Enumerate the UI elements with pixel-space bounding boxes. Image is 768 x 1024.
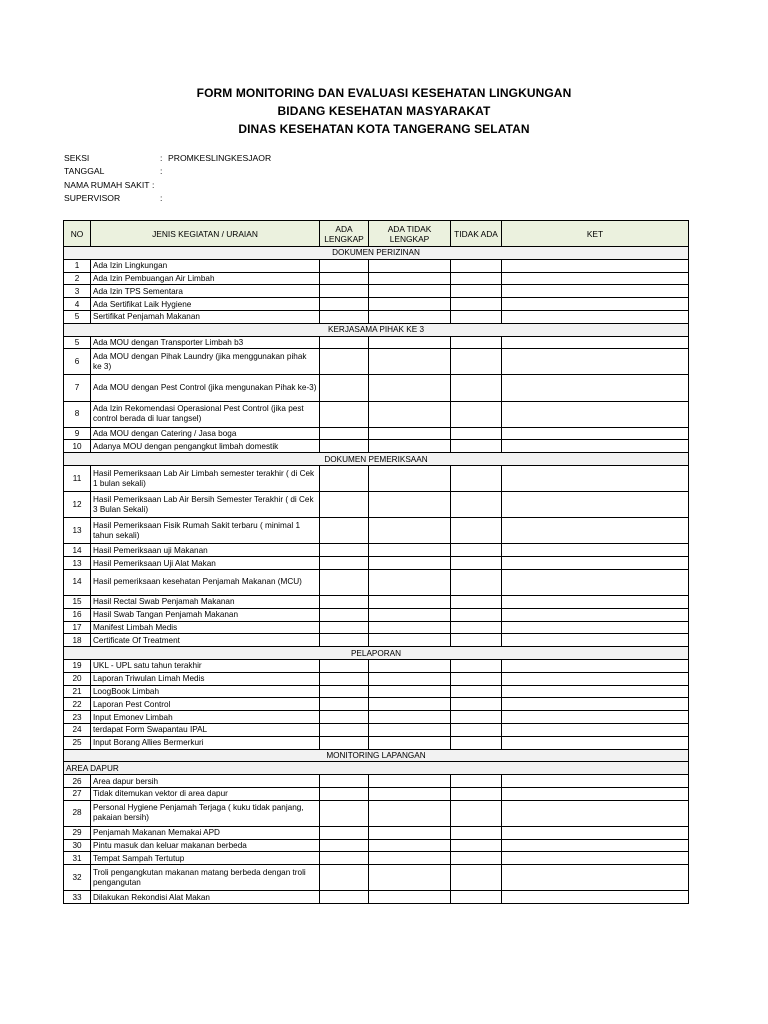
meta-row-tanggal <box>64 165 464 178</box>
row-number: 28 <box>64 800 91 826</box>
cell-ada-tidak-lengkap[interactable] <box>369 349 451 375</box>
section-title: PELAPORAN <box>64 647 689 660</box>
meta-label: SEKSI <box>64 153 90 163</box>
section-header-row <box>64 247 689 260</box>
cell-tidak-ada[interactable] <box>451 672 502 685</box>
cell-ada-lengkap[interactable] <box>320 310 369 323</box>
cell-tidak-ada[interactable] <box>451 736 502 749</box>
cell-ada-lengkap[interactable] <box>320 621 369 634</box>
table-row <box>64 427 689 440</box>
cell-ada-lengkap[interactable] <box>320 852 369 865</box>
row-number: 16 <box>64 608 91 621</box>
row-description: Tidak ditemukan vektor di area dapur <box>91 787 320 800</box>
cell-ada-lengkap[interactable] <box>320 608 369 621</box>
section-title: KERJASAMA PIHAK KE 3 <box>64 323 689 336</box>
cell-ada-tidak-lengkap[interactable] <box>369 518 451 544</box>
cell-ada-lengkap[interactable] <box>320 518 369 544</box>
row-number: 10 <box>64 440 91 453</box>
row-number: 4 <box>64 298 91 311</box>
cell-ada-lengkap[interactable] <box>320 492 369 518</box>
meta-row-supervisor <box>64 192 464 205</box>
cell-tidak-ada[interactable] <box>451 375 502 401</box>
row-description: Hasil Pemeriksaan uji Makanan <box>91 544 320 557</box>
cell-tidak-ada[interactable] <box>451 800 502 826</box>
cell-ada-tidak-lengkap[interactable] <box>369 787 451 800</box>
row-number: 11 <box>64 466 91 492</box>
meta-label: NAMA RUMAH SAKIT <box>64 179 150 190</box>
cell-tidak-ada[interactable] <box>451 427 502 440</box>
row-description: Dilakukan Rekondisi Alat Makan <box>91 891 320 904</box>
row-number: 19 <box>64 660 91 673</box>
cell-tidak-ada[interactable] <box>451 569 502 595</box>
cell-ket[interactable] <box>502 698 689 711</box>
row-number: 33 <box>64 891 91 904</box>
cell-ket[interactable] <box>502 492 689 518</box>
row-description: Laporan Pest Control <box>91 698 320 711</box>
section-subheader-row <box>64 762 689 775</box>
table-row <box>64 596 689 609</box>
row-description: Pintu masuk dan keluar makanan berbeda <box>91 839 320 852</box>
section-title: DOKUMEN PEMERIKSAAN <box>64 453 689 466</box>
table-row <box>64 698 689 711</box>
row-description: Ada MOU dengan Pihak Laundry (jika menggunakan pihak ke 3) <box>91 349 320 375</box>
cell-tidak-ada[interactable] <box>451 660 502 673</box>
meta-colon: : <box>160 153 163 163</box>
row-description: Input Emonev Limbah <box>91 711 320 724</box>
row-description: UKL - UPL satu tahun terakhir <box>91 660 320 673</box>
cell-ket[interactable] <box>502 634 689 647</box>
row-description: terdapat Form Swapantau IPAL <box>91 723 320 736</box>
cell-ada-tidak-lengkap[interactable] <box>369 865 451 891</box>
table-row <box>64 839 689 852</box>
cell-tidak-ada[interactable] <box>451 557 502 570</box>
cell-ket[interactable] <box>502 736 689 749</box>
cell-ada-lengkap[interactable] <box>320 800 369 826</box>
cell-ada-lengkap[interactable] <box>320 596 369 609</box>
cell-ket[interactable] <box>502 336 689 349</box>
cell-ket[interactable] <box>502 660 689 673</box>
cell-ket[interactable] <box>502 865 689 891</box>
cell-ada-tidak-lengkap[interactable] <box>369 775 451 788</box>
checklist-table <box>63 220 689 904</box>
row-description: Hasil Pemeriksaan Fisik Rumah Sakit terbaru ( minimal 1 tahun sekali) <box>91 518 320 544</box>
cell-tidak-ada[interactable] <box>451 723 502 736</box>
row-description: Hasil Pemeriksaan Lab Air Bersih Semester Terakhir ( di Cek 3 Bulan Sekali) <box>91 492 320 518</box>
cell-ada-lengkap[interactable] <box>320 736 369 749</box>
cell-ada-lengkap[interactable] <box>320 775 369 788</box>
row-number: 30 <box>64 839 91 852</box>
row-number: 6 <box>64 349 91 375</box>
cell-ada-tidak-lengkap[interactable] <box>369 800 451 826</box>
cell-tidak-ada[interactable] <box>451 440 502 453</box>
cell-ada-lengkap[interactable] <box>320 685 369 698</box>
row-description: Laporan Triwulan Limah Medis <box>91 672 320 685</box>
row-number: 25 <box>64 736 91 749</box>
cell-ada-tidak-lengkap[interactable] <box>369 608 451 621</box>
cell-tidak-ada[interactable] <box>451 298 502 311</box>
cell-ket[interactable] <box>502 711 689 724</box>
cell-ada-tidak-lengkap[interactable] <box>369 891 451 904</box>
cell-ada-lengkap[interactable] <box>320 634 369 647</box>
cell-ket[interactable] <box>502 375 689 401</box>
cell-ada-lengkap[interactable] <box>320 272 369 285</box>
row-number: 3 <box>64 285 91 298</box>
cell-ada-lengkap[interactable] <box>320 285 369 298</box>
row-description: Ada Izin Pembuangan Air Limbah <box>91 272 320 285</box>
table-row <box>64 375 689 401</box>
cell-ada-lengkap[interactable] <box>320 259 369 272</box>
cell-ket[interactable] <box>502 349 689 375</box>
cell-ada-lengkap[interactable] <box>320 375 369 401</box>
table-row <box>64 557 689 570</box>
table-row <box>64 634 689 647</box>
row-number: 14 <box>64 569 91 595</box>
section-header-row <box>64 647 689 660</box>
row-description: Hasil Pemeriksaan Uji Alat Makan <box>91 557 320 570</box>
table-row <box>64 544 689 557</box>
table-row <box>64 711 689 724</box>
cell-ada-tidak-lengkap[interactable] <box>369 336 451 349</box>
cell-ada-lengkap[interactable] <box>320 711 369 724</box>
row-number: 2 <box>64 272 91 285</box>
cell-ada-tidak-lengkap[interactable] <box>369 852 451 865</box>
table-row <box>64 569 689 595</box>
row-number: 13 <box>64 557 91 570</box>
table-row <box>64 518 689 544</box>
table-row <box>64 865 689 891</box>
cell-ket[interactable] <box>502 401 689 427</box>
row-description: Ada Izin Rekomendasi Operasional Pest Control (jika pest control berada di luar tangsel) <box>91 401 320 427</box>
cell-tidak-ada[interactable] <box>451 634 502 647</box>
table-row <box>64 685 689 698</box>
cell-ket[interactable] <box>502 852 689 865</box>
row-description: Ada MOU dengan Catering / Jasa boga <box>91 427 320 440</box>
cell-ada-tidak-lengkap[interactable] <box>369 736 451 749</box>
cell-ada-lengkap[interactable] <box>320 723 369 736</box>
cell-ada-lengkap[interactable] <box>320 466 369 492</box>
cell-ada-lengkap[interactable] <box>320 865 369 891</box>
meta-row-rumah-sakit <box>64 179 464 192</box>
cell-ada-tidak-lengkap[interactable] <box>369 711 451 724</box>
table-row <box>64 272 689 285</box>
cell-ada-tidak-lengkap[interactable] <box>369 427 451 440</box>
cell-ket[interactable] <box>502 466 689 492</box>
section-subtitle: AREA DAPUR <box>64 762 689 775</box>
cell-ada-tidak-lengkap[interactable] <box>369 569 451 595</box>
table-row <box>64 608 689 621</box>
meta-row-seksi <box>64 152 464 165</box>
cell-tidak-ada[interactable] <box>451 544 502 557</box>
title-line-1: FORM MONITORING DAN EVALUASI KESEHATAN LINGKUNGAN <box>196 86 572 100</box>
row-description: Hasil Swab Tangan Penjamah Makanan <box>91 608 320 621</box>
table-row <box>64 787 689 800</box>
cell-ada-lengkap[interactable] <box>320 336 369 349</box>
cell-ada-tidak-lengkap[interactable] <box>369 298 451 311</box>
row-number: 24 <box>64 723 91 736</box>
cell-ket[interactable] <box>502 891 689 904</box>
cell-ket[interactable] <box>502 440 689 453</box>
cell-ada-lengkap[interactable] <box>320 440 369 453</box>
cell-ket[interactable] <box>502 427 689 440</box>
cell-ket[interactable] <box>502 800 689 826</box>
title-line-3: DINAS KESEHATAN KOTA TANGERANG SELATAN <box>238 122 530 136</box>
row-number: 5 <box>64 336 91 349</box>
row-number: 31 <box>64 852 91 865</box>
cell-ada-tidak-lengkap[interactable] <box>369 672 451 685</box>
cell-ket[interactable] <box>502 608 689 621</box>
cell-ada-tidak-lengkap[interactable] <box>369 839 451 852</box>
table-row <box>64 736 689 749</box>
table-row <box>64 621 689 634</box>
table-row <box>64 310 689 323</box>
cell-ada-lengkap[interactable] <box>320 660 369 673</box>
cell-ket[interactable] <box>502 310 689 323</box>
cell-tidak-ada[interactable] <box>451 685 502 698</box>
cell-ket[interactable] <box>502 298 689 311</box>
section-header-row <box>64 453 689 466</box>
table-row <box>64 852 689 865</box>
row-number: 5 <box>64 310 91 323</box>
table-row <box>64 826 689 839</box>
row-number: 17 <box>64 621 91 634</box>
meta-value: PROMKESLINGKESJAOR <box>168 153 272 163</box>
section-header-row <box>64 749 689 762</box>
cell-ada-lengkap[interactable] <box>320 787 369 800</box>
cell-tidak-ada[interactable] <box>451 698 502 711</box>
cell-ada-tidak-lengkap[interactable] <box>369 272 451 285</box>
cell-ada-tidak-lengkap[interactable] <box>369 375 451 401</box>
row-number: 13 <box>64 518 91 544</box>
cell-ada-tidak-lengkap[interactable] <box>369 596 451 609</box>
table-row <box>64 660 689 673</box>
row-description: Penjamah Makanan Memakai APD <box>91 826 320 839</box>
cell-ket[interactable] <box>502 259 689 272</box>
cell-ada-lengkap[interactable] <box>320 557 369 570</box>
cell-ada-lengkap[interactable] <box>320 569 369 595</box>
row-number: 20 <box>64 672 91 685</box>
row-description: Tempat Sampah Tertutup <box>91 852 320 865</box>
row-description: Ada Izin Lingkungan <box>91 259 320 272</box>
row-number: 23 <box>64 711 91 724</box>
row-number: 14 <box>64 544 91 557</box>
cell-tidak-ada[interactable] <box>451 466 502 492</box>
row-number: 29 <box>64 826 91 839</box>
cell-tidak-ada[interactable] <box>451 711 502 724</box>
cell-ada-lengkap[interactable] <box>320 698 369 711</box>
row-description: Troli pengangkutan makanan matang berbeda dengan troli pengangutan <box>91 865 320 891</box>
cell-tidak-ada[interactable] <box>451 596 502 609</box>
meta-label: SUPERVISOR <box>64 193 121 204</box>
cell-ada-tidak-lengkap[interactable] <box>369 401 451 427</box>
cell-ada-tidak-lengkap[interactable] <box>369 557 451 570</box>
table-row <box>64 800 689 826</box>
cell-tidak-ada[interactable] <box>451 349 502 375</box>
cell-ada-lengkap[interactable] <box>320 349 369 375</box>
cell-ket[interactable] <box>502 723 689 736</box>
row-description: Ada Izin TPS Sementara <box>91 285 320 298</box>
cell-tidak-ada[interactable] <box>451 621 502 634</box>
cell-ada-tidak-lengkap[interactable] <box>369 285 451 298</box>
cell-tidak-ada[interactable] <box>451 891 502 904</box>
table-row <box>64 285 689 298</box>
table-row <box>64 492 689 518</box>
cell-tidak-ada[interactable] <box>451 787 502 800</box>
row-number: 8 <box>64 401 91 427</box>
table-row <box>64 336 689 349</box>
cell-ket[interactable] <box>502 839 689 852</box>
cell-ada-tidak-lengkap[interactable] <box>369 723 451 736</box>
cell-ket[interactable] <box>502 285 689 298</box>
cell-ada-tidak-lengkap[interactable] <box>369 259 451 272</box>
cell-tidak-ada[interactable] <box>451 310 502 323</box>
row-description: Sertifikat Penjamah Makanan <box>91 310 320 323</box>
row-number: 26 <box>64 775 91 788</box>
cell-tidak-ada[interactable] <box>451 775 502 788</box>
row-description: Manifest Limbah Medis <box>91 621 320 634</box>
section-title: DOKUMEN PERIZINAN <box>64 247 689 260</box>
meta-colon: : <box>160 166 163 177</box>
cell-ket[interactable] <box>502 544 689 557</box>
cell-tidak-ada[interactable] <box>451 272 502 285</box>
cell-tidak-ada[interactable] <box>451 518 502 544</box>
cell-tidak-ada[interactable] <box>451 839 502 852</box>
table-row <box>64 349 689 375</box>
table-row <box>64 401 689 427</box>
cell-ada-tidak-lengkap[interactable] <box>369 634 451 647</box>
cell-ket[interactable] <box>502 596 689 609</box>
row-description: Hasil Rectal Swab Penjamah Makanan <box>91 596 320 609</box>
cell-ada-tidak-lengkap[interactable] <box>369 544 451 557</box>
table-body <box>64 247 689 904</box>
cell-ada-lengkap[interactable] <box>320 427 369 440</box>
header-ada-tidak-lengkap: ADA TIDAK LENGKAP <box>369 221 451 247</box>
row-description: Input Borang Allies Bermerkuri <box>91 736 320 749</box>
table-row <box>64 891 689 904</box>
row-description: Ada Sertifikat Laik Hygiene <box>91 298 320 311</box>
row-number: 9 <box>64 427 91 440</box>
row-description: Hasil pemeriksaan kesehatan Penjamah Makanan (MCU) <box>91 569 320 595</box>
cell-tidak-ada[interactable] <box>451 336 502 349</box>
row-number: 22 <box>64 698 91 711</box>
row-description: Area dapur bersih <box>91 775 320 788</box>
cell-ket[interactable] <box>502 518 689 544</box>
cell-ada-lengkap[interactable] <box>320 544 369 557</box>
cell-tidak-ada[interactable] <box>451 852 502 865</box>
header-ket: KET <box>502 221 689 247</box>
row-number: 7 <box>64 375 91 401</box>
row-number: 18 <box>64 634 91 647</box>
cell-ada-lengkap[interactable] <box>320 891 369 904</box>
cell-ada-tidak-lengkap[interactable] <box>369 466 451 492</box>
cell-tidak-ada[interactable] <box>451 608 502 621</box>
cell-ada-tidak-lengkap[interactable] <box>369 660 451 673</box>
cell-ada-lengkap[interactable] <box>320 672 369 685</box>
cell-ada-tidak-lengkap[interactable] <box>369 698 451 711</box>
row-description: Adanya MOU dengan pengangkut limbah domestik <box>91 440 320 453</box>
table-row <box>64 723 689 736</box>
table-row <box>64 440 689 453</box>
row-number: 32 <box>64 865 91 891</box>
row-number: 12 <box>64 492 91 518</box>
cell-ada-lengkap[interactable] <box>320 826 369 839</box>
cell-ada-tidak-lengkap[interactable] <box>369 310 451 323</box>
form-meta <box>64 152 464 206</box>
row-number: 15 <box>64 596 91 609</box>
cell-ket[interactable] <box>502 557 689 570</box>
header-ada-lengkap: ADA LENGKAP <box>320 221 369 247</box>
cell-ada-tidak-lengkap[interactable] <box>369 440 451 453</box>
table-row <box>64 672 689 685</box>
meta-colon: : <box>160 193 163 204</box>
cell-ket[interactable] <box>502 775 689 788</box>
cell-ket[interactable] <box>502 672 689 685</box>
row-description: Hasil Pemeriksaan Lab Air Limbah semester terakhir ( di Cek 1 bulan sekali) <box>91 466 320 492</box>
row-description: LoogBook Limbah <box>91 685 320 698</box>
cell-ada-tidak-lengkap[interactable] <box>369 826 451 839</box>
header-tidak-ada: TIDAK ADA <box>451 221 502 247</box>
cell-ket[interactable] <box>502 787 689 800</box>
row-description: Certificate Of Treatment <box>91 634 320 647</box>
table-row <box>64 466 689 492</box>
row-number: 1 <box>64 259 91 272</box>
cell-ada-lengkap[interactable] <box>320 839 369 852</box>
row-number: 27 <box>64 787 91 800</box>
form-title <box>0 84 768 138</box>
table-row <box>64 775 689 788</box>
section-header-row <box>64 323 689 336</box>
cell-tidak-ada[interactable] <box>451 259 502 272</box>
cell-tidak-ada[interactable] <box>451 401 502 427</box>
cell-ket[interactable] <box>502 569 689 595</box>
title-line-2: BIDANG KESEHATAN MASYARAKAT <box>277 104 491 118</box>
row-description: Ada MOU dengan Pest Control (jika mengunakan Pihak ke-3) <box>91 375 320 401</box>
cell-ada-tidak-lengkap[interactable] <box>369 621 451 634</box>
header-no: NO <box>64 221 91 247</box>
table-row <box>64 259 689 272</box>
cell-ket[interactable] <box>502 826 689 839</box>
meta-label: TANGGAL <box>64 166 105 177</box>
cell-ada-lengkap[interactable] <box>320 401 369 427</box>
cell-ket[interactable] <box>502 685 689 698</box>
cell-ada-tidak-lengkap[interactable] <box>369 685 451 698</box>
table-row <box>64 298 689 311</box>
cell-tidak-ada[interactable] <box>451 492 502 518</box>
cell-ada-lengkap[interactable] <box>320 298 369 311</box>
cell-ket[interactable] <box>502 621 689 634</box>
row-description: Personal Hygiene Penjamah Terjaga ( kuku tidak panjang, pakaian bersih) <box>91 800 320 826</box>
cell-tidak-ada[interactable] <box>451 285 502 298</box>
meta-colon: : <box>152 179 155 190</box>
header-jenis: JENIS KEGIATAN / URAIAN <box>91 221 320 247</box>
cell-ada-tidak-lengkap[interactable] <box>369 492 451 518</box>
cell-tidak-ada[interactable] <box>451 826 502 839</box>
cell-ket[interactable] <box>502 272 689 285</box>
row-description: Ada MOU dengan Transporter Limbah b3 <box>91 336 320 349</box>
row-number: 21 <box>64 685 91 698</box>
cell-tidak-ada[interactable] <box>451 865 502 891</box>
section-title: MONITORING LAPANGAN <box>64 749 689 762</box>
table-header-row <box>64 221 689 247</box>
